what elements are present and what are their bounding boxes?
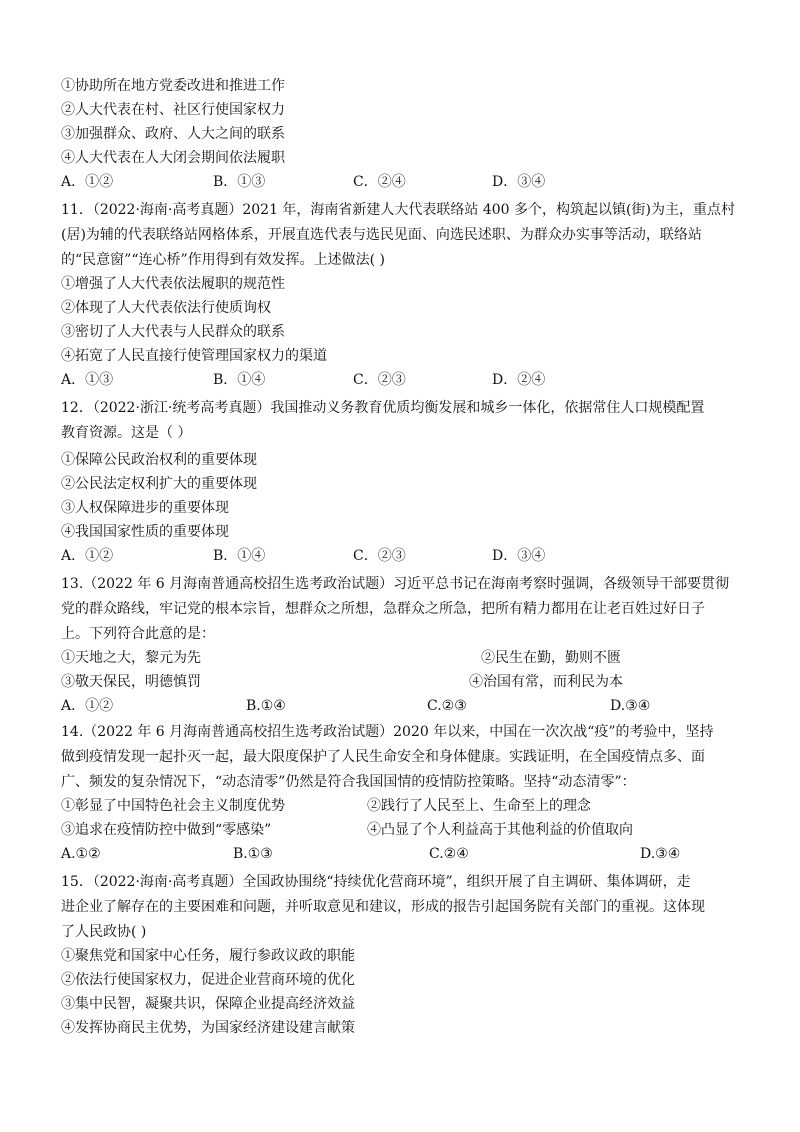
q11-stem-line-3: 的“民意窗”“连心桥”作用得到有效发挥。上述做法( ) (61, 252, 386, 268)
q12-item-3: ③人权保障进步的重要体现 (61, 500, 229, 516)
q13-option-c: C.②③ (427, 698, 467, 714)
q14-item-2: ②践行了人民至上、生命至上的理念 (367, 798, 591, 814)
q13-item-2: ②民生在勤，勤则不匮 (481, 650, 621, 666)
q10-option-d: D．③④ (492, 174, 546, 190)
q13-option-a: A．①② (61, 698, 114, 714)
q12-item-2: ②公民法定权利扩大的重要体现 (61, 476, 257, 492)
q14-option-a: A.①② (61, 846, 101, 862)
q11-option-b: B．①④ (213, 372, 266, 388)
q14-option-b: B.①③ (233, 846, 273, 862)
q10-option-b: B．①③ (213, 174, 266, 190)
q15-stem-line-2: 进企业了解存在的主要困难和问题，并听取意见和建议，形成的报告引起国务院有关部门的重视。这体现 (61, 899, 705, 915)
q14-stem-line-2: 做到疫情发现一起扑灭一起，最大限度保护了人民生命安全和身体健康。实践证明，在全国疫情点多、面 (61, 749, 705, 765)
q11-option-c: C．②③ (353, 372, 406, 388)
q12-option-b: B．①④ (213, 548, 266, 564)
q14-items-row-2 (61, 820, 741, 840)
q11-option-d: D．②④ (492, 372, 546, 388)
q14-items-row-1 (61, 796, 741, 816)
q12-stem-line-1: 12．（2022·浙江·统考高考真题）我国推动义务教育优质均衡发展和城乡一体化，依据常住人口规模配置 (61, 400, 705, 416)
q14-item-3: ③追求在疫情防控中做到“零感染” (61, 822, 272, 838)
q11-item-3: ③密切了人大代表与人民群众的联系 (61, 324, 285, 340)
q10-item-4: ④人大代表在人大闭会期间依法履职 (61, 150, 285, 166)
q13-stem-line-1: 13.（2022 年 6 月海南普通高校招生选考政治试题）习近平总书记在海南考察时强调，各级领导干部要贯彻 (61, 576, 730, 592)
q10-item-3: ③加强群众、政府、人大之间的联系 (61, 126, 285, 142)
q13-options (61, 696, 741, 716)
q11-stem-line-1: 11．（2022·海南·高考真题）2021 年，海南省新建人大代表联络站 400 多个，构筑起以镇(街)为主，重点村 (61, 202, 735, 218)
q10-item-2: ②人大代表在村、社区行使国家权力 (61, 102, 285, 118)
q14-stem-line-1: 14.（2022 年 6 月海南普通高校招生选考政治试题）2020 年以来，中国在一次次战“疫”的考验中，坚持 (61, 724, 714, 740)
q15-item-3: ③集中民智，凝聚共识，保障企业提高经济效益 (61, 996, 355, 1012)
q11-stem-line-2: (居)为辅的代表联络站网格体系，开展直选代表与选民见面、向选民述职、为群众办实事等活动，联络站 (61, 227, 702, 243)
q12-options (61, 546, 741, 566)
q12-stem-line-2: 教育资源。这是（ ） (61, 425, 192, 441)
q13-item-1: ①天地之大，黎元为先 (61, 650, 201, 666)
q12-item-1: ①保障公民政治权利的重要体现 (61, 452, 257, 468)
q15-stem-line-3: 了人民政协( ) (61, 924, 147, 940)
q15-stem-line-1: 15．（2022·海南·高考真题）全国政协围绕“持续优化营商环境”，组织开展了自主调研、集体调研，走 (61, 874, 691, 890)
q10-option-a: A．①② (61, 174, 114, 190)
q10-options (61, 172, 741, 192)
q13-option-b: B.①④ (246, 698, 286, 714)
q14-item-1: ①彰显了中国特色社会主义制度优势 (61, 798, 285, 814)
q10-item-1: ①协助所在地方党委改进和推进工作 (61, 78, 285, 94)
q12-option-d: D．③④ (492, 548, 546, 564)
q14-item-4: ④凸显了个人利益高于其他利益的价值取向 (367, 822, 633, 838)
q15-item-2: ②依法行使国家权力，促进企业营商环境的优化 (61, 972, 355, 988)
q12-option-c: C．②③ (353, 548, 406, 564)
q13-items-row-2 (61, 672, 741, 692)
q10-option-c: C．②④ (353, 174, 406, 190)
q13-item-4: ④治国有常，而利民为本 (469, 674, 623, 690)
q13-item-3: ③敬天保民，明德慎罚 (61, 674, 201, 690)
q13-option-d: D.③④ (610, 698, 651, 714)
q14-option-d: D.③④ (640, 846, 681, 862)
q11-item-1: ①增强了人大代表依法履职的规范性 (61, 276, 285, 292)
q13-stem-line-2: 党的群众路线，牢记党的根本宗旨，想群众之所想，急群众之所急，把所有精力都用在让老百姓过好日子 (61, 601, 705, 617)
q11-item-4: ④拓宽了人民直接行使管理国家权力的渠道 (61, 348, 327, 364)
q14-stem-line-3: 广、频发的复杂情况下，“动态清零”仍然是符合我国国情的疫情防控策略。坚持“动态清零”： (61, 774, 636, 790)
q11-option-a: A．①③ (61, 372, 114, 388)
q15-item-1: ①聚焦党和国家中心任务，履行参政议政的职能 (61, 948, 355, 964)
q13-items-row-1 (61, 648, 741, 668)
q14-option-c: C.②④ (429, 846, 469, 862)
q15-item-4: ④发挥协商民主优势，为国家经济建设建言献策 (61, 1020, 355, 1036)
q12-option-a: A．①② (61, 548, 114, 564)
q14-options (61, 844, 741, 864)
q13-stem-line-3: 上。下列符合此意的是： (61, 626, 215, 642)
q11-options (61, 370, 741, 390)
q11-item-2: ②体现了人大代表依法行使质询权 (61, 300, 271, 316)
q12-item-4: ④我国国家性质的重要体现 (61, 524, 229, 540)
